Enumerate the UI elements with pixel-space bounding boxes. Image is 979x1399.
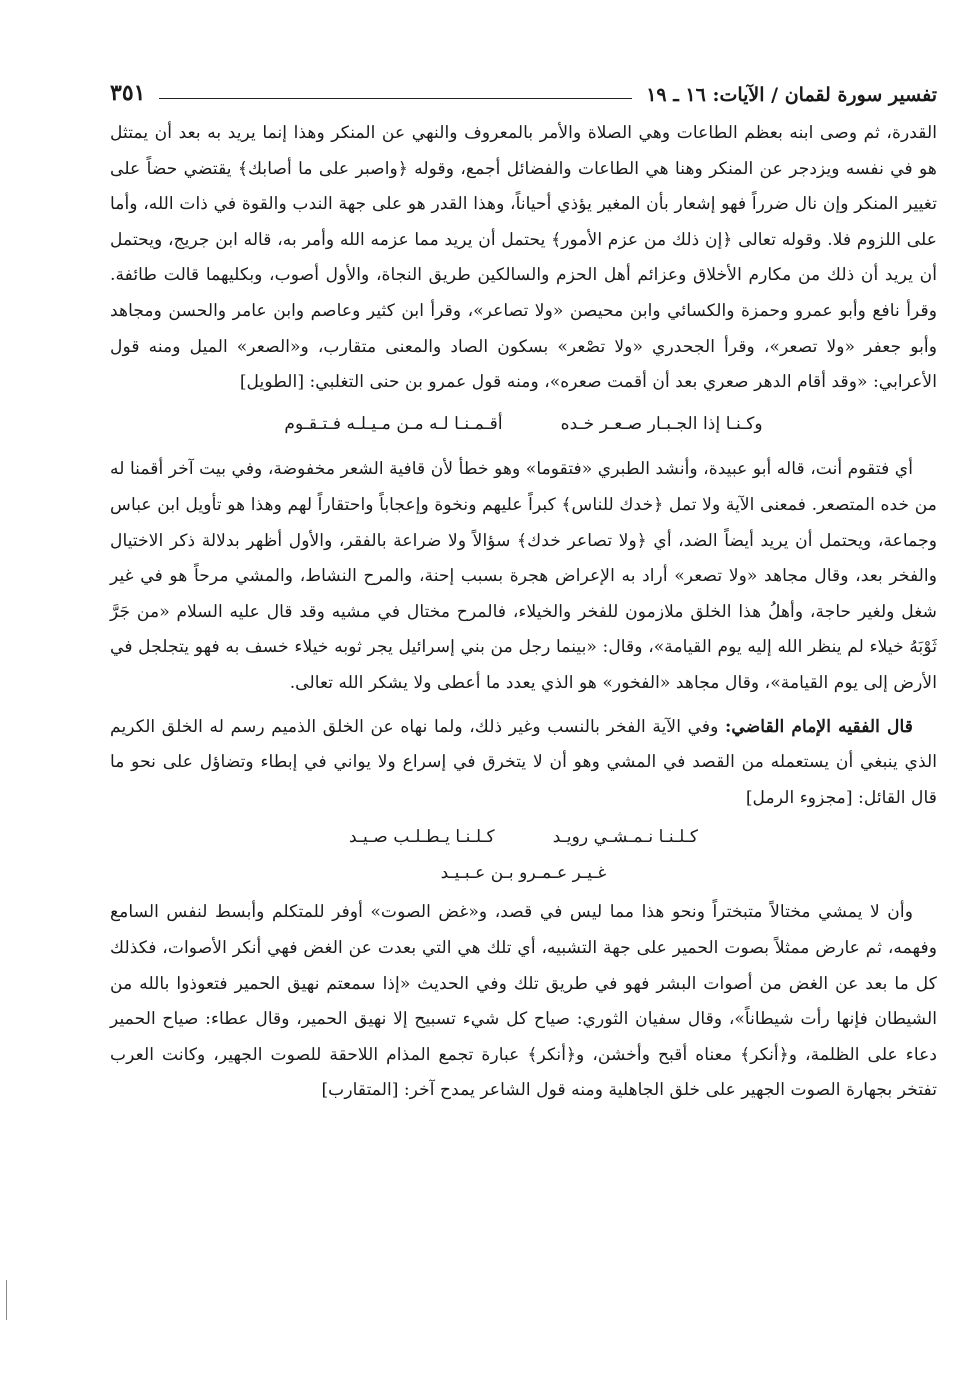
- page-body: [110, 116, 937, 1109]
- paragraph-3-text: وفي الآية الفخر بالنسب وغير ذلك، ولما نهاه عن الخلق الذميم رسم له الخلق الكريم الذي ينبغي أن يستعمله من القصد في المشي وهو أن لا يتخرق في إسراع ولا يواني في إبطاء وتضاؤل على نحو ما قال القائل: [مجزوء الرمل]: [110, 716, 937, 808]
- paragraph-4: وأن لا يمشي مختالاً متبختراً ونحو هذا مما ليس في قصد، و«غض الصوت» أوفر للمتكلم وأبسط لنفس السامع وفهمه، ثم عارض ممثلاً بصوت الحمير على جهة التشبيه، أي تلك هي التي بعدت عن الغض فهي أنكر الأصوات، فكذلك كل ما بعد عن الغض من أصوات البشر فهو في طريق تلك وفي الحديث «إذا سمعتم نهيق الحمير فتعوذوا بالله من الشيطان فإنها رأت شيطاناً»، وقال سفيان الثوري: صياح كل شيء تسبيح إلا نهيق الحمير، وقال عطاء: صياح الحمير دعاء على الظلمة، و﴿أنكر﴾ معناه أقبح وأخشن، و﴿أنكر﴾ عبارة تجمع المذام اللاحقة للصوت الجهير، وكانت العرب تفتخر بجهارة الصوت الجهير على خلق الجاهلية ومنه قول الشاعر يمدح آخر: [المتقارب]: [110, 902, 937, 1101]
- paragraph-1: القدرة، ثم وصى ابنه بعظم الطاعات وهي الصلاة والأمر بالمعروف والنهي عن المنكر وهذا إنما يريد به بعد أن يمتثل هو في نفسه ويزدجر عن المنكر وهنا هي الطاعات والفضائل أجمع، وقوله ﴿واصبر على ما أصابك﴾ يقتضي حضاً على تغيير المنكر وإن نال ضرراً فهو إشعار بأن المغير يؤذي أحياناً، وهذا القدر هو على جهة الندب والقوة في ذات الله، وأما على اللزوم فلا. وقوله تعالى ﴿إن ذلك من عزم الأمور﴾ يحتمل أن يريد مما عزمه الله وأمر به، قاله ابن جريج، ويحتمل أن يريد أن ذلك من مكارم الأخلاق وعزائم أهل الحزم والسالكين طريق النجاة، والأول أصوب، وبكليهما قالت طائفة. وقرأ نافع وأبو عمرو وحمزة والكسائي وابن محيصن «ولا تصاعر»، وقرأ ابن كثير وعاصم وابن عامر والحسن ومجاهد وأبو جعفر «ولا تصعر»، وقرأ الجحدري «ولا تصْعر» بسكون الصاد والمعنى متقارب، و«الصعر» الميل ومنه قول الأعرابي: «وقد أقام الدهر صعري بعد أن أقمت صعره»، ومنه قول عمرو بن حنى التغلبي: [الطويل]: [110, 123, 937, 393]
- page-number: ٣٥١: [110, 80, 146, 106]
- verse-1-second-hemistich: أقـمـنـا لـه مـن مـيـلـه فـتـقـوم: [284, 413, 503, 434]
- poem-verse-2: [110, 820, 937, 891]
- margin-mark: [6, 1280, 7, 1320]
- verse-2-first-hemistich: كـلـنـا نـمـشـي رويـد: [552, 827, 699, 848]
- page-header: [110, 66, 937, 106]
- verse-2-second-hemistich: كـلـنـا يـطـلـب صـيـد: [348, 827, 495, 848]
- speaker-label: قال الفقيه الإمام القاضي:: [725, 716, 913, 737]
- paragraph-2: أي فتقوم أنت، قاله أبو عبيدة، وأنشد الطبري «فتقوما» وهو خطأ لأن قافية الشعر مخفوضة، وفي بيت آخر أقمنا له من خده المتصعر. فمعنى الآية ولا تمل ﴿خدك للناس﴾ كبراً عليهم ونخوة وإعجاباً واحتقاراً لهم وهذا هو تأويل ابن عباس وجماعة، ويحتمل أن يريد أيضاً الضد، أي ﴿ولا تصاعر خدك﴾ سؤالاً ولا ضراعة بالفقر، والأول أظهر بدلالة ذكر الاختيال والفخر بعد، وقال مجاهد «ولا تصعر» أراد به الإعراض هجرة بسبب إحنة، والمرح النشاط، والمشي مرحاً هو في غير شغل ولغير حاجة، وأهلُ هذا الخلق ملازمون للفخر والخيلاء، فالمرح مختال في مشيه وقد قال عليه السلام «من جَرَّ ثَوْبَهُ خيلاء لم ينظر الله إليه يوم القيامة»، وقال: «بينما رجل من بني إسرائيل يجر ثوبه خيلاء خسف به فهو يتجلجل في الأرض إلى يوم القيامة»، وقال مجاهد «الفخور» هو الذي يعدد ما أعطى ولا يشكر الله تعالى.: [110, 459, 937, 693]
- header-rule: [159, 98, 632, 99]
- paragraph-3: [110, 710, 937, 817]
- verse-2-line-2: غـيـر عـمـرو بـن عـبـيـد: [440, 862, 607, 883]
- poem-verse-1: [110, 407, 937, 443]
- verse-1-first-hemistich: وكـنـا إذا الجـبـار صـعـر خـده: [560, 413, 763, 434]
- running-title: تفسير سورة لقمان / الآيات: ١٦ ـ ١٩: [646, 84, 937, 106]
